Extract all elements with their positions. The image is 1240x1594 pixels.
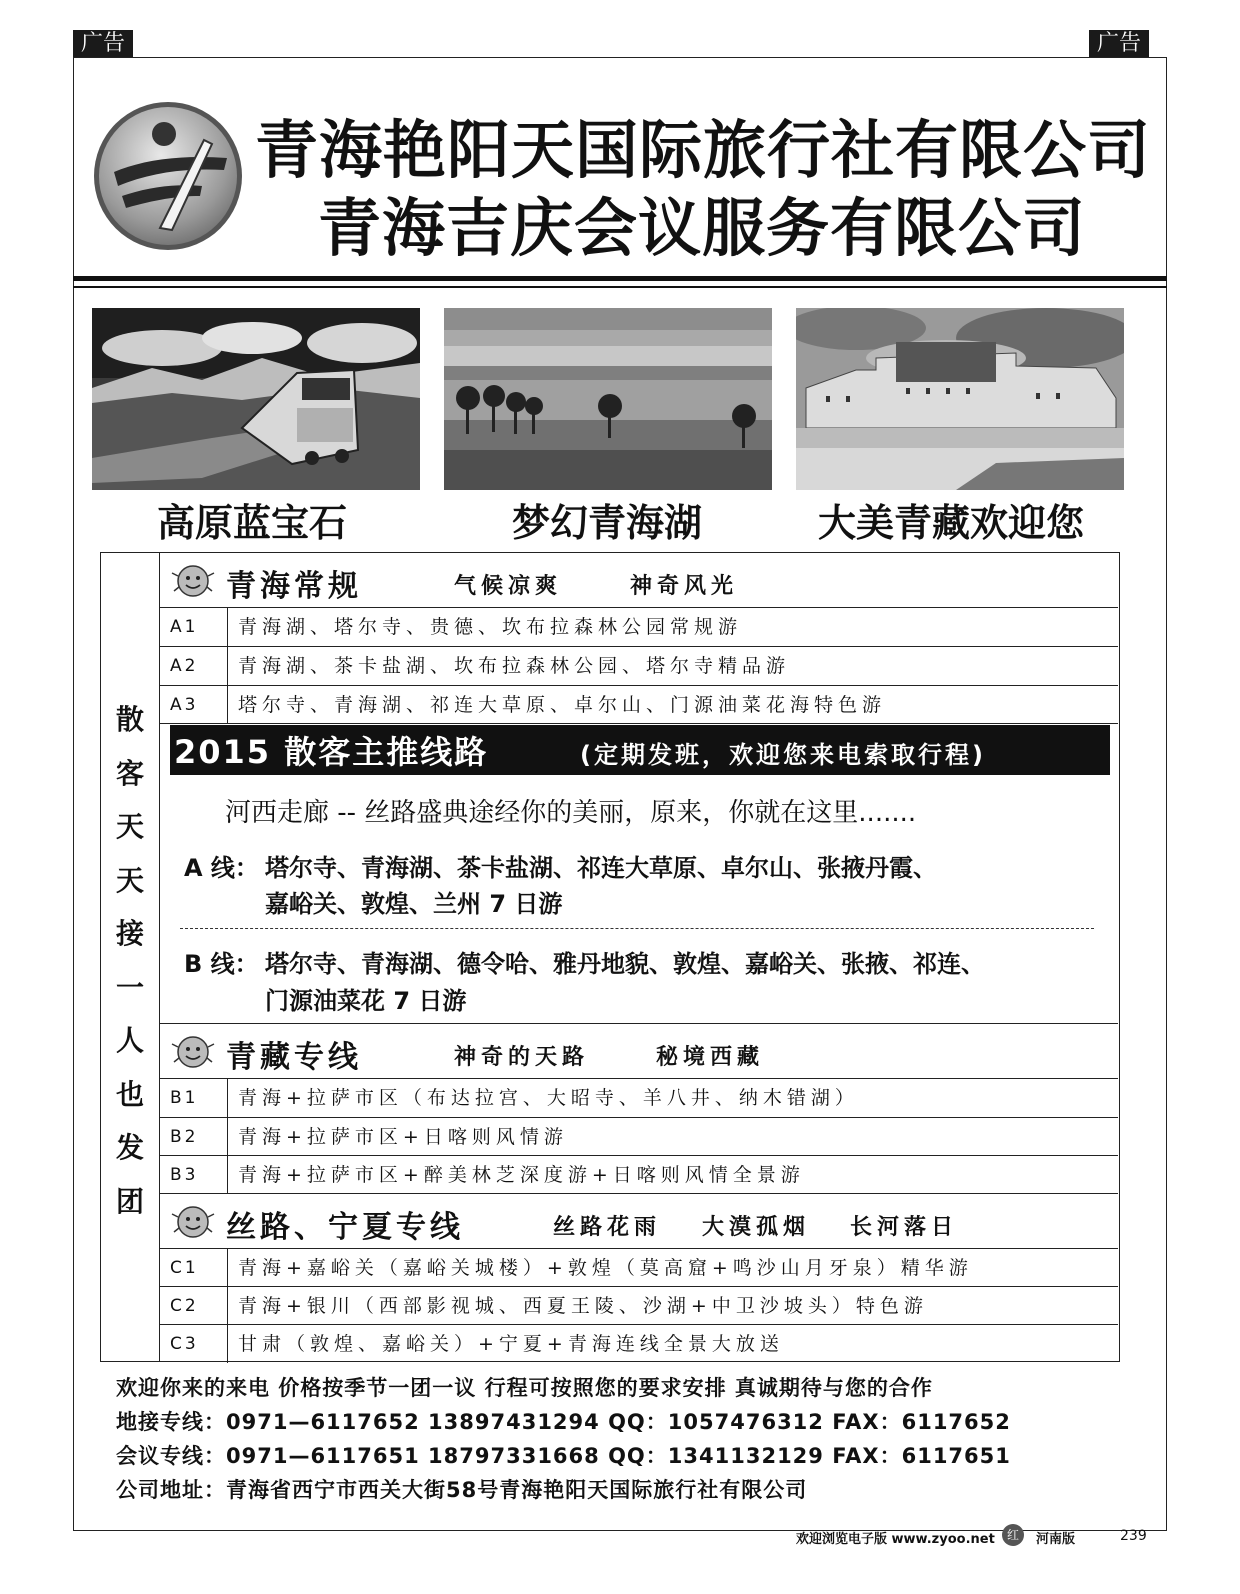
- route-row-b1: [160, 1078, 1118, 1117]
- section-title: 丝路、宁夏专线: [226, 1210, 464, 1245]
- photo-train: [92, 308, 420, 490]
- contact-address: 公司地址：青海省西宁市西关大街58号青海艳阳天国际旅行社有限公司: [116, 1478, 808, 1502]
- section-slogan: 大漠孤烟: [702, 1215, 811, 1240]
- line-b-stops-2: 门源油菜花 7 日游: [265, 987, 467, 1015]
- line-a-label: A 线：: [184, 854, 259, 882]
- line-a-stops-2: 嘉峪关、敦煌、兰州 7 日游: [265, 890, 563, 918]
- page-number: 239: [1120, 1528, 1147, 1544]
- company-logo: [92, 100, 244, 252]
- banner-note: (定期发班，欢迎您来电索取行程): [580, 741, 986, 769]
- photo-caption-2: 梦幻青海湖: [512, 500, 703, 545]
- route-row-b2: [160, 1117, 1118, 1156]
- route-text: 甘肃（敦煌、嘉峪关）+宁夏+青海连线全景大放送: [238, 1333, 784, 1355]
- footer-browse-text: 欢迎浏览电子版 www.zyoo.net: [796, 1532, 995, 1547]
- line-a-stops-1: 塔尔寺、青海湖、茶卡盐湖、祁连大草原、卓尔山、张掖丹霞、: [265, 854, 937, 882]
- route-code: C3: [160, 1325, 228, 1363]
- contact-local-line: 地接专线：0971—6117652 13897431294 QQ：1057476312 FAX：6117652: [116, 1410, 1011, 1434]
- route-row-c3: [160, 1324, 1118, 1363]
- route-code: C2: [160, 1287, 228, 1325]
- route-text: 青海+拉萨市区（布达拉宫、大昭寺、羊八井、纳木错湖）: [238, 1087, 859, 1109]
- divider: [160, 1023, 1118, 1024]
- route-row-a2: [160, 646, 1118, 685]
- route-text: 青海湖、塔尔寺、贵德、坎布拉森林公园常规游: [238, 616, 743, 638]
- section-title: 青藏专线: [226, 1040, 362, 1075]
- route-text: 青海+银川（西部影视城、西夏王陵、沙湖+中卫沙坡头）特色游: [238, 1295, 928, 1317]
- divider: [160, 1193, 1118, 1194]
- header-divider-thin: [73, 286, 1167, 288]
- route-code: B1: [160, 1079, 228, 1117]
- section-slogan: 神奇的天路: [454, 1045, 590, 1070]
- section-slogan: 神奇风光: [630, 574, 739, 599]
- route-text: 青海+拉萨市区+日喀则风情游: [238, 1126, 568, 1148]
- ad-tag-left: 广告: [73, 30, 133, 58]
- route-row-c1: [160, 1248, 1118, 1287]
- photo-palace: [796, 308, 1124, 490]
- route-row-b3: [160, 1155, 1118, 1194]
- ad-tag-right: 广告: [1089, 30, 1149, 58]
- footer-edition: 河南版: [1036, 1532, 1076, 1547]
- divider: [160, 723, 1118, 724]
- route-code: B3: [160, 1156, 228, 1194]
- featured-routes-banner: [170, 725, 1110, 775]
- route-code: B2: [160, 1118, 228, 1156]
- route-code: C1: [160, 1249, 228, 1287]
- contact-welcome: 欢迎你来的来电 价格按季节一团一议 行程可按照您的要求安排 真诚期待与您的合作: [116, 1376, 933, 1400]
- section-tibet-header: [160, 1026, 1118, 1078]
- route-code: A1: [160, 608, 228, 646]
- company-name-primary: 青海艳阳天国际旅行社有限公司: [255, 113, 1151, 187]
- banner-title: 2015 散客主推线路: [174, 733, 489, 771]
- section-slogan: 气候凉爽: [454, 574, 563, 599]
- section-slogan: 长河落日: [850, 1215, 959, 1240]
- header-divider-thick: [73, 276, 1167, 281]
- route-row-a3: [160, 685, 1118, 724]
- side-slogan-box: [100, 552, 160, 1362]
- section-slogan: 丝路花雨: [553, 1215, 662, 1240]
- section-silk-road-header: [160, 1196, 1118, 1248]
- route-text: 塔尔寺、青海湖、祁连大草原、卓尔山、门源油菜花海特色游: [238, 694, 887, 716]
- smiley-sun-icon: [170, 1034, 216, 1074]
- dashed-divider: [180, 928, 1094, 929]
- line-b-label: B 线：: [184, 950, 259, 978]
- line-b-stops-1: 塔尔寺、青海湖、德令哈、雅丹地貌、敦煌、嘉峪关、张掖、祁连、: [265, 950, 985, 978]
- section-title: 青海常规: [226, 569, 362, 604]
- photo-lake: [444, 308, 772, 490]
- route-text: 青海+嘉峪关（嘉峪关城楼）+敦煌（莫高窟+鸣沙山月牙泉）精华游: [238, 1257, 973, 1279]
- route-code: A3: [160, 686, 228, 724]
- route-text: 青海+拉萨市区+醉美林芝深度游+日喀则风情全景游: [238, 1164, 805, 1186]
- section-slogan: 秘境西藏: [656, 1045, 765, 1070]
- smiley-sun-icon: [170, 563, 216, 603]
- section-qinghai-header: [160, 555, 1118, 607]
- route-code: A2: [160, 647, 228, 685]
- smiley-sun-icon: [170, 1204, 216, 1244]
- photo-caption-1: 高原蓝宝石: [157, 500, 348, 545]
- hexi-intro: 河西走廊 -- 丝路盛典途经你的美丽，原来，你就在这里.......: [225, 798, 917, 828]
- route-text: 青海湖、茶卡盐湖、坎布拉森林公园、塔尔寺精品游: [238, 655, 791, 677]
- route-row-c2: [160, 1286, 1118, 1325]
- company-name-secondary: 青海吉庆会议服务有限公司: [318, 191, 1086, 265]
- side-slogan-text: 散 客 天 天 接 一 人 也 发 团: [115, 703, 144, 1218]
- photo-caption-3: 大美青藏欢迎您: [818, 500, 1085, 545]
- edition-badge: 红: [1002, 1524, 1024, 1546]
- route-row-a1: [160, 607, 1118, 646]
- contact-meeting-line: 会议专线：0971—6117651 18797331668 QQ：1341132129 FAX：6117651: [116, 1444, 1011, 1468]
